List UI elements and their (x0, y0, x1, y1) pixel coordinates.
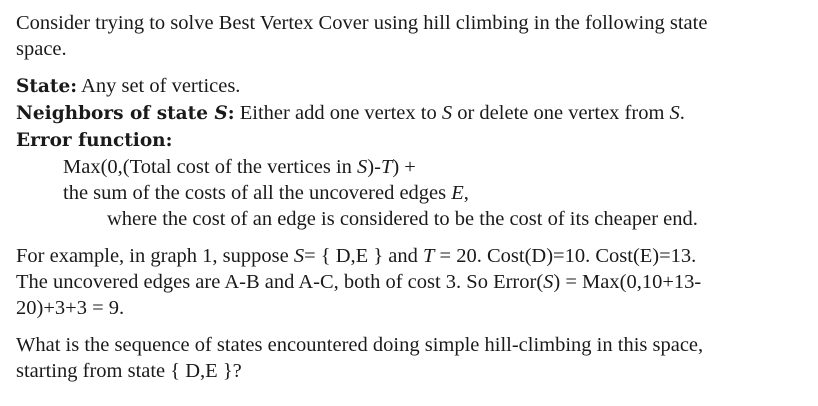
state-text: Any set of vertices. (77, 75, 241, 97)
state-label: State: (16, 76, 78, 97)
intro-line-1: Consider trying to solve Best Vertex Cover using hill climbing in the following state (16, 12, 708, 34)
problem-text (16, 10, 806, 384)
example-line-2: The uncovered edges are A-B and A-C, both of cost 3. So Error(S) = Max(0,10+13- (16, 271, 702, 293)
neighbors-definition: Neighbors of state S: Either add one vertex to S or delete one vertex from S. (16, 102, 685, 124)
question-line-1: What is the sequence of states encountered doing simple hill-climbing in this space, (16, 334, 704, 356)
neighbors-label: Neighbors of state S: (16, 103, 235, 124)
error-function-label: Error function: (16, 130, 173, 151)
error-function-line-1: Max(0,(Total cost of the vertices in S)-T) + (63, 156, 416, 178)
example-line-3: 20)+3+3 = 9. (16, 297, 125, 319)
state-definition (16, 73, 806, 100)
question-line-2: starting from state { D,E }? (16, 360, 242, 382)
error-function-line-3: where the cost of an edge is considered to be the cost of its cheaper end. (107, 208, 698, 230)
error-function-line-2: the sum of the costs of all the uncovered edges E, (63, 182, 469, 204)
intro-line-2: space. (16, 38, 67, 60)
example-line-1: For example, in graph 1, suppose S= { D,E } and T = 20. Cost(D)=10. Cost(E)=13. (16, 245, 697, 267)
